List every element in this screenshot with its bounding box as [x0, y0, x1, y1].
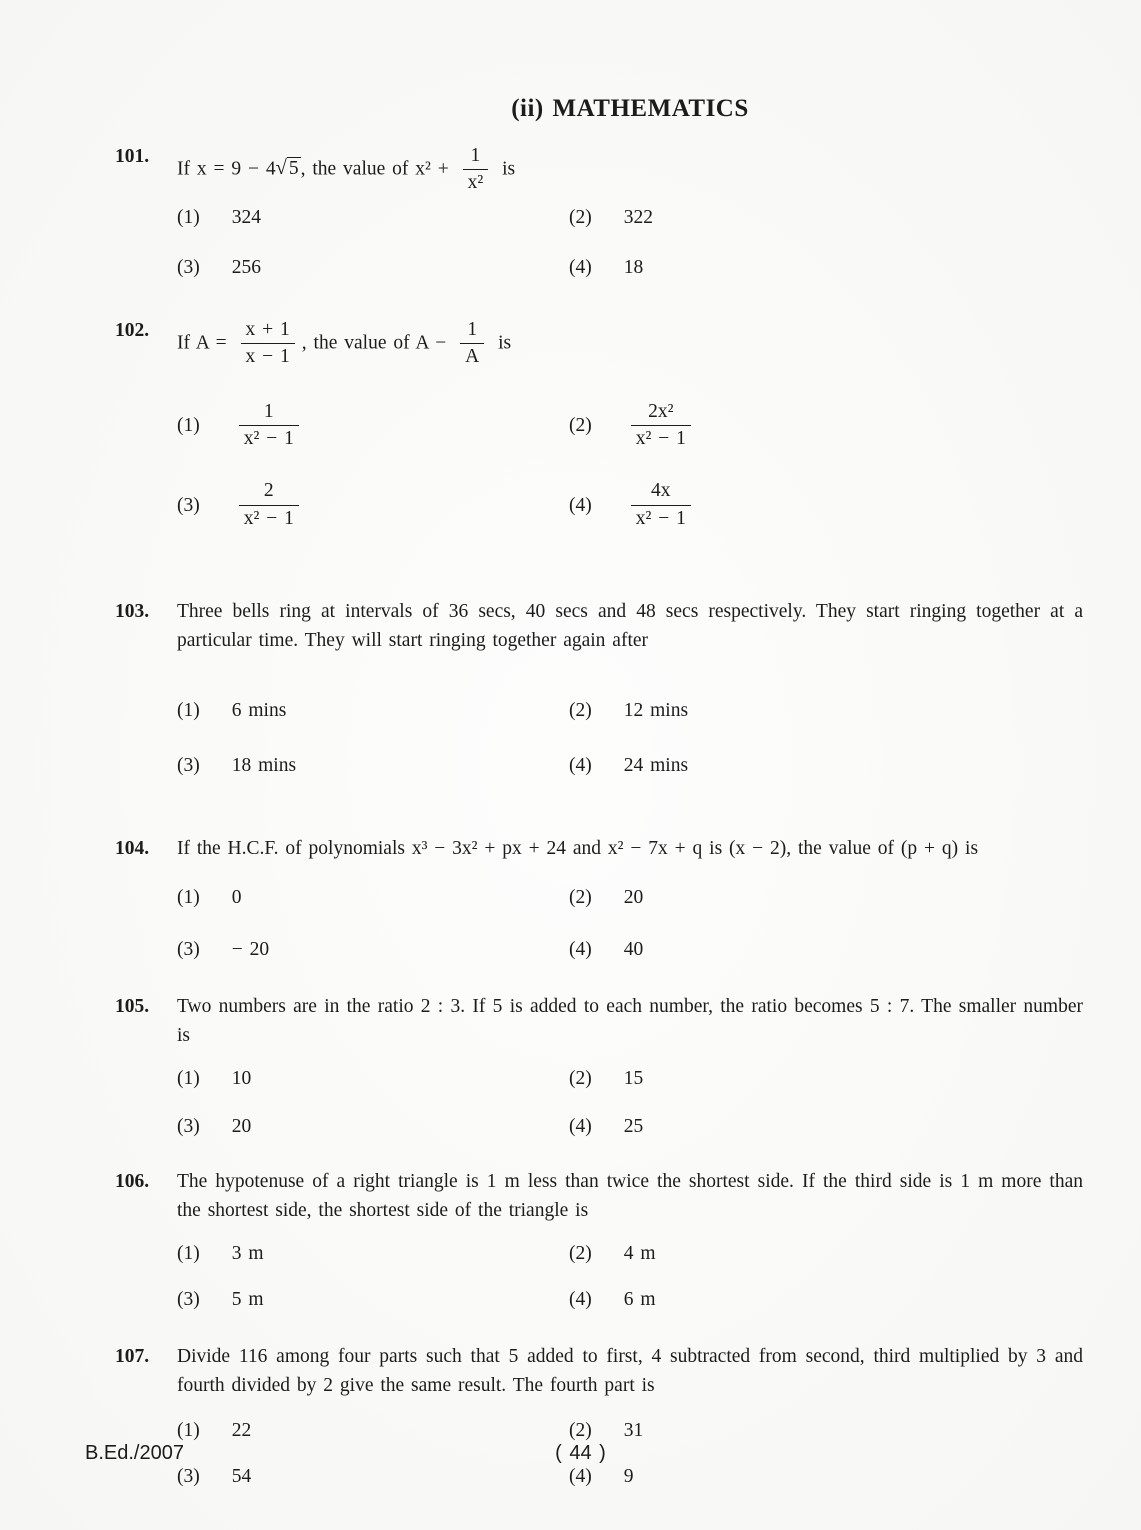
sqrt-expression: [276, 158, 301, 179]
option-label: (1): [177, 699, 200, 721]
exam-code: B.Ed./2007: [85, 1442, 184, 1464]
option-value: 22: [231, 1420, 252, 1442]
fraction-denominator: x² − 1: [239, 505, 299, 531]
option-label: (4): [569, 494, 592, 516]
option-label: (2): [569, 1068, 592, 1090]
fraction-numerator: 1: [263, 400, 274, 422]
option-4: [569, 253, 1083, 282]
question-103: [115, 597, 1083, 780]
option-label: (4): [569, 1115, 592, 1137]
option-value: 5 m: [231, 1288, 264, 1310]
stem-text: , the value of x² +: [300, 157, 449, 179]
question-106: [115, 1167, 1083, 1314]
question-number: 106.: [115, 1170, 150, 1192]
stem-text: is: [502, 157, 516, 179]
option-value: 0: [231, 887, 242, 909]
fraction-denominator: x²: [463, 169, 489, 195]
option-label: (4): [569, 754, 592, 776]
stem-text: If x = 9 − 4: [177, 157, 276, 179]
fraction-denominator: x² − 1: [631, 425, 691, 451]
options-grid: [177, 203, 1083, 282]
option-value: 10: [231, 1068, 252, 1090]
question-number: 103.: [115, 601, 150, 622]
option-label: (1): [177, 1420, 200, 1442]
fraction-numerator: 2: [263, 480, 274, 502]
question-number: 107.: [115, 1345, 150, 1367]
option-label: (1): [177, 887, 200, 909]
question-number: 104.: [115, 838, 150, 859]
option-label: (4): [569, 938, 592, 960]
option-label: (1): [177, 414, 200, 436]
option-value: 322: [623, 207, 653, 229]
option-1: [177, 883, 569, 912]
option-value: 20: [623, 887, 644, 909]
option-value: 256: [231, 256, 261, 278]
option-1: [177, 1239, 569, 1268]
option-label: (2): [569, 699, 592, 721]
option-4: [569, 1112, 1083, 1141]
option-label: (4): [569, 256, 592, 278]
option-3: [177, 1112, 569, 1141]
fraction: [631, 479, 691, 531]
page-number: ( 44 ): [555, 1442, 606, 1464]
option-4: [569, 935, 1083, 964]
stem-text: is: [498, 332, 512, 354]
fraction-denominator: x² − 1: [239, 425, 299, 451]
fraction-numerator: 2x²: [648, 400, 674, 422]
option-label: (1): [177, 207, 200, 229]
option-2: [569, 1239, 1083, 1268]
question-stem: The hypotenuse of a right triangle is 1 m less than twice the shortest side. If the third side is 1 m more than the shortest side, the shortest side of the triangle is: [177, 1170, 1083, 1221]
fraction: [241, 318, 295, 370]
option-value: 24 mins: [623, 754, 689, 776]
option-value: 6 m: [623, 1288, 656, 1310]
fraction-denominator: A: [460, 343, 484, 369]
fraction: [460, 318, 484, 370]
fraction-numerator: x + 1: [245, 318, 290, 340]
options-grid: [177, 1064, 1083, 1141]
option-value: 324: [231, 207, 261, 229]
option-1: [177, 1064, 569, 1093]
option-2: [569, 398, 1083, 454]
option-2: [569, 203, 1083, 232]
fraction-numerator: 4x: [651, 480, 671, 502]
option-label: (3): [177, 1465, 200, 1487]
option-label: (3): [177, 754, 200, 776]
option-label: (3): [177, 1115, 200, 1137]
options-grid: [177, 398, 1083, 534]
option-1: [177, 398, 569, 454]
option-3: [177, 1285, 569, 1314]
option-label: (4): [569, 1288, 592, 1310]
question-107: [115, 1342, 1083, 1491]
option-label: (2): [569, 207, 592, 229]
stem-text: If A =: [177, 332, 227, 354]
option-label: (1): [177, 1068, 200, 1090]
fraction: [463, 144, 489, 196]
question-stem: [177, 142, 1083, 198]
option-value: 31: [623, 1420, 644, 1442]
fraction-denominator: x² − 1: [631, 505, 691, 531]
option-value: 54: [231, 1465, 252, 1487]
option-value: 9: [623, 1465, 634, 1487]
question-stem: Divide 116 among four parts such that 5 added to first, 4 subtracted from second, third multiplied by 3 and fourth divided by 2 give the same result. The fourth part is: [177, 1345, 1083, 1396]
question-stem: Three bells ring at intervals of 36 secs, 40 secs and 48 secs respectively. They start ringing together at a particular time. They will start ringing together again after: [177, 601, 1083, 652]
fraction-numerator: 1: [467, 318, 478, 340]
option-4: [569, 1285, 1083, 1314]
option-label: (3): [177, 1288, 200, 1310]
option-value: 20: [231, 1115, 252, 1137]
fraction: [239, 479, 299, 531]
question-102: [115, 316, 1083, 533]
option-value: 3 m: [231, 1243, 264, 1265]
question-stem: Two numbers are in the ratio 2 : 3. If 5 is added to each number, the ratio becomes 5 : 7. The smaller number is: [177, 995, 1083, 1046]
question-stem: [177, 316, 1083, 372]
question-number: 102.: [115, 319, 150, 341]
option-value: 40: [623, 938, 644, 960]
fraction-numerator: 1: [470, 144, 481, 166]
option-label: (3): [177, 938, 200, 960]
option-value: − 20: [231, 938, 270, 960]
question-104: [115, 834, 1083, 964]
option-label: (2): [569, 887, 592, 909]
sqrt-argument: 5: [288, 157, 299, 179]
option-value: 18: [623, 256, 644, 278]
question-101: [115, 142, 1083, 282]
question-105: [115, 992, 1083, 1141]
section-title: (ii) MATHEMATICS: [511, 95, 749, 122]
option-2: [569, 883, 1083, 912]
option-value: 4 m: [623, 1243, 656, 1265]
stem-text: , the value of A −: [301, 332, 447, 354]
fraction-denominator: x − 1: [241, 343, 295, 369]
option-label: (3): [177, 494, 200, 516]
option-1: [177, 696, 569, 725]
option-4: [569, 751, 1083, 780]
question-number: 101.: [115, 145, 150, 167]
question-number: 105.: [115, 995, 150, 1017]
option-value: 15: [623, 1068, 644, 1090]
options-grid: [177, 883, 1083, 964]
option-label: (1): [177, 1243, 200, 1265]
options-grid: [177, 696, 1083, 781]
option-3: [177, 751, 569, 780]
option-4: [569, 477, 1083, 533]
question-stem: If the H.C.F. of polynomials x³ − 3x² + px + 24 and x² − 7x + q is (x − 2), the value of (p + q) is: [177, 838, 979, 859]
option-value: 18 mins: [231, 754, 297, 776]
option-value: 12 mins: [623, 699, 689, 721]
option-2: [569, 1064, 1083, 1093]
option-label: (2): [569, 414, 592, 436]
option-label: (2): [569, 1420, 592, 1442]
options-grid: [177, 1239, 1083, 1314]
option-3: [177, 477, 569, 533]
option-value: 25: [623, 1115, 644, 1137]
option-2: [569, 696, 1083, 725]
option-3: [177, 935, 569, 964]
option-3: [177, 253, 569, 282]
option-1: [177, 203, 569, 232]
fraction: [239, 400, 299, 452]
fraction: [631, 400, 691, 452]
option-label: (2): [569, 1243, 592, 1265]
option-value: 6 mins: [231, 699, 287, 721]
option-label: (4): [569, 1465, 592, 1487]
radical-icon: √: [275, 156, 287, 179]
option-label: (3): [177, 256, 200, 278]
